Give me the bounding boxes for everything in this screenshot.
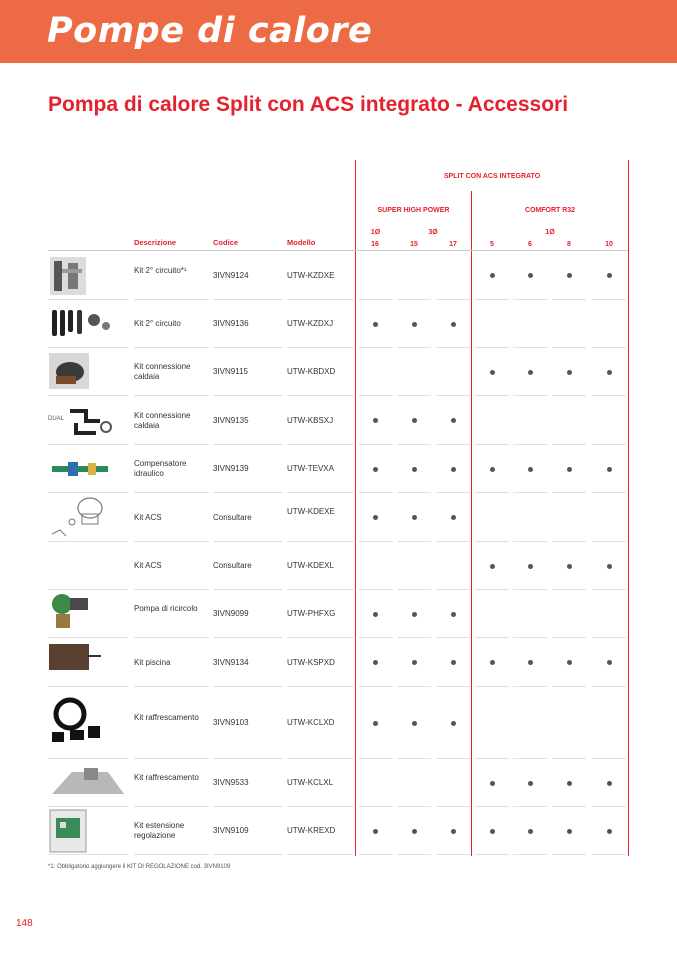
availability-dot — [528, 781, 533, 786]
row-separator — [436, 299, 470, 300]
availability-dot — [567, 781, 572, 786]
row-descrizione: Kit connessione caldaia — [134, 362, 191, 381]
row-separator — [436, 806, 470, 807]
availability-dot — [451, 418, 456, 423]
availability-dot — [567, 564, 572, 569]
row-descrizione: Kit connessione caldaia — [134, 410, 191, 430]
row-codice: Consultare — [213, 561, 252, 570]
row-separator — [359, 854, 393, 855]
subgroup-comfort-r32: COMFORT R32 — [524, 207, 576, 214]
page-title: Pompa di calore Split con ACS integrato - Accessori — [48, 93, 569, 116]
model-header: 8 — [567, 241, 571, 248]
availability-dot — [373, 829, 378, 834]
row-separator — [134, 492, 209, 493]
row-separator — [552, 299, 586, 300]
availability-dot — [490, 781, 495, 786]
row-separator — [359, 806, 393, 807]
availability-dot — [373, 721, 378, 726]
row-separator — [287, 686, 353, 687]
row-separator — [397, 637, 431, 638]
kit-raffrescamento-l-image — [48, 766, 128, 800]
row-separator — [397, 589, 431, 590]
row-separator — [436, 492, 470, 493]
availability-dot — [528, 564, 533, 569]
row-codice: 3IVN9115 — [213, 367, 248, 376]
availability-dot — [490, 660, 495, 665]
availability-dot — [567, 660, 572, 665]
row-codice: 3IVN9134 — [213, 657, 249, 667]
row-separator — [552, 854, 586, 855]
row-separator — [475, 395, 509, 396]
row-modello: UTW-PHFXG — [287, 609, 336, 618]
row-separator — [359, 589, 393, 590]
row-separator — [213, 395, 283, 396]
availability-dot — [607, 467, 612, 472]
row-descrizione: Kit estensione regolazione — [134, 821, 185, 840]
row-separator — [475, 589, 509, 590]
section-title: Pompe di calore — [47, 11, 373, 51]
availability-dot — [412, 660, 417, 665]
phase-label: 1Ø — [370, 229, 381, 236]
row-separator — [213, 347, 283, 348]
row-separator — [213, 758, 283, 759]
model-header: 16 — [371, 241, 379, 248]
row-separator — [134, 806, 209, 807]
row-separator — [552, 806, 586, 807]
compensatore-idraulico-image — [50, 458, 112, 480]
row-separator — [213, 444, 283, 445]
row-separator — [359, 492, 393, 493]
subgroup-super-high-power: SUPER HIGH POWER — [377, 207, 450, 214]
row-separator — [592, 758, 626, 759]
row-separator — [134, 444, 209, 445]
kit-raffrescamento-image — [46, 696, 106, 746]
row-codice: 3IVN9139 — [213, 464, 249, 473]
row-separator — [48, 806, 128, 807]
row-separator — [134, 347, 209, 348]
row-codice: 3IVN9135 — [213, 415, 249, 425]
availability-dot — [567, 273, 572, 278]
row-separator — [475, 492, 509, 493]
row-separator — [397, 444, 431, 445]
kit-connessione-caldaia-image — [48, 352, 90, 390]
row-separator — [287, 758, 353, 759]
row-separator — [592, 347, 626, 348]
row-separator — [513, 395, 547, 396]
row-separator — [287, 347, 353, 348]
row-separator — [552, 347, 586, 348]
row-modello: UTW-KCLXL — [287, 778, 334, 787]
row-modello: UTW-KBSXJ — [287, 415, 334, 425]
row-codice: 3IVN9533 — [213, 778, 249, 787]
row-separator — [592, 492, 626, 493]
row-separator — [359, 347, 393, 348]
row-separator — [48, 686, 128, 687]
availability-dot — [373, 515, 378, 520]
row-separator — [359, 758, 393, 759]
availability-dot — [373, 612, 378, 617]
row-modello: UTW-KZDXE — [287, 270, 335, 280]
row-modello: UTW-KDEXE — [287, 506, 335, 516]
availability-dot — [451, 660, 456, 665]
page-number: 148 — [16, 918, 33, 929]
row-separator — [287, 854, 353, 855]
row-separator — [134, 589, 209, 590]
row-separator — [552, 686, 586, 687]
pompa-di-ricircolo-image — [48, 590, 94, 630]
availability-dot — [451, 515, 456, 520]
footnote: *1: Obbligatorio aggiungere il KIT DI REGOLAZIONE cod. 3IVN9109 — [48, 864, 231, 870]
row-separator — [552, 492, 586, 493]
row-descrizione: Pompa di ricircolo — [134, 604, 198, 613]
row-separator — [397, 492, 431, 493]
row-separator — [287, 299, 353, 300]
row-separator — [48, 444, 128, 445]
row-separator — [513, 686, 547, 687]
availability-dot — [490, 467, 495, 472]
row-separator — [436, 541, 470, 542]
row-separator — [513, 541, 547, 542]
row-descrizione: Kit ACS — [134, 561, 162, 570]
kit-piscina-image — [48, 642, 102, 672]
row-separator — [397, 395, 431, 396]
row-separator — [592, 806, 626, 807]
row-separator — [287, 492, 353, 493]
row-codice: 3IVN9124 — [213, 270, 249, 280]
row-separator — [48, 395, 128, 396]
availability-dot — [607, 829, 612, 834]
row-separator — [592, 637, 626, 638]
row-separator — [48, 347, 128, 348]
row-separator — [475, 686, 509, 687]
row-separator — [592, 686, 626, 687]
row-separator — [552, 589, 586, 590]
row-separator — [287, 637, 353, 638]
row-codice: 3IVN9103 — [213, 718, 249, 727]
row-separator — [359, 637, 393, 638]
row-separator — [134, 854, 209, 855]
row-separator — [513, 806, 547, 807]
header-rule — [48, 250, 628, 251]
availability-dot — [607, 273, 612, 278]
availability-dot — [607, 370, 612, 375]
availability-dot — [412, 612, 417, 617]
row-codice: 3IVN9099 — [213, 609, 249, 618]
row-separator — [287, 444, 353, 445]
row-descrizione: Compensatore idraulico — [134, 459, 187, 478]
availability-dot — [451, 467, 456, 472]
row-modello: UTW-KBDXD — [287, 367, 336, 376]
row-separator — [48, 637, 128, 638]
row-descrizione: Kit raffrescamento — [134, 773, 199, 782]
row-separator — [475, 347, 509, 348]
group-header: SPLIT CON ACS INTEGRATO — [443, 173, 541, 180]
column-header-descrizione: Descrizione — [134, 238, 177, 247]
model-header: 15 — [410, 241, 418, 248]
availability-dot — [567, 370, 572, 375]
phase-label: 3Ø — [428, 229, 438, 236]
row-separator — [592, 589, 626, 590]
table-divider — [628, 160, 629, 856]
row-separator — [134, 637, 209, 638]
row-separator — [134, 541, 209, 542]
row-separator — [213, 541, 283, 542]
row-separator — [475, 758, 509, 759]
availability-dot — [607, 564, 612, 569]
availability-dot — [528, 660, 533, 665]
row-separator — [213, 854, 283, 855]
row-separator — [475, 444, 509, 445]
row-modello: UTW-KSPXD — [287, 657, 335, 667]
row-separator — [397, 806, 431, 807]
header-banner — [0, 0, 677, 63]
row-separator — [397, 347, 431, 348]
row-codice: Consultare — [213, 512, 252, 522]
row-separator — [592, 854, 626, 855]
row-separator — [513, 492, 547, 493]
row-separator — [513, 347, 547, 348]
row-separator — [287, 806, 353, 807]
row-separator — [48, 492, 128, 493]
row-modello: UTW-KDEXL — [287, 561, 334, 570]
row-separator — [513, 589, 547, 590]
row-separator — [213, 492, 283, 493]
row-separator — [552, 444, 586, 445]
row-modello: UTW-KZDXJ — [287, 319, 334, 328]
kit-2-circuito-image — [48, 255, 88, 297]
row-separator — [436, 686, 470, 687]
row-descrizione: Kit raffrescamento — [134, 713, 199, 722]
availability-dot — [528, 829, 533, 834]
row-separator — [552, 395, 586, 396]
row-separator — [513, 854, 547, 855]
row-separator — [436, 444, 470, 445]
row-separator — [48, 854, 128, 855]
availability-dot — [412, 515, 417, 520]
row-separator — [592, 395, 626, 396]
kit-2-circuito-pipes-image — [50, 306, 112, 338]
availability-dot — [528, 467, 533, 472]
row-descrizione: Kit 2° circuito — [134, 319, 181, 328]
row-separator — [359, 541, 393, 542]
row-separator — [397, 541, 431, 542]
row-separator — [436, 395, 470, 396]
availability-dot — [567, 467, 572, 472]
row-separator — [475, 299, 509, 300]
column-header-modello: Modello — [287, 238, 316, 247]
row-separator — [436, 758, 470, 759]
row-separator — [436, 854, 470, 855]
model-header: 10 — [605, 241, 613, 248]
row-codice: 3IVN9109 — [213, 826, 249, 835]
row-separator — [134, 395, 209, 396]
row-separator — [513, 637, 547, 638]
availability-dot — [451, 612, 456, 617]
availability-dot — [451, 322, 456, 327]
kit-connessione-caldaia-dual-image — [66, 403, 114, 437]
row-separator — [436, 347, 470, 348]
phase-label: 1Ø — [545, 229, 555, 236]
availability-dot — [451, 829, 456, 834]
row-separator — [513, 444, 547, 445]
row-separator — [552, 541, 586, 542]
row-separator — [359, 395, 393, 396]
availability-dot — [412, 467, 417, 472]
availability-dot — [373, 418, 378, 423]
availability-dot — [567, 829, 572, 834]
row-separator — [213, 637, 283, 638]
row-separator — [359, 299, 393, 300]
row-separator — [213, 299, 283, 300]
row-separator — [592, 444, 626, 445]
availability-dot — [412, 829, 417, 834]
column-header-codice: Codice — [213, 238, 239, 247]
row-separator — [397, 758, 431, 759]
availability-dot — [490, 829, 495, 834]
table-divider — [355, 160, 356, 856]
kit-acs-image — [46, 494, 110, 542]
table-divider — [471, 191, 472, 856]
row-separator — [552, 758, 586, 759]
availability-dot — [412, 418, 417, 423]
row-modello: UTW-KCLXD — [287, 718, 335, 727]
row-separator — [592, 541, 626, 542]
row-separator — [513, 758, 547, 759]
row-codice: 3IVN9136 — [213, 319, 249, 328]
row-separator — [287, 395, 353, 396]
row-separator — [397, 299, 431, 300]
kit-estensione-regolazione-image — [48, 808, 90, 854]
availability-dot — [373, 660, 378, 665]
availability-dot — [528, 370, 533, 375]
availability-dot — [490, 273, 495, 278]
row-separator — [513, 299, 547, 300]
row-separator — [475, 854, 509, 855]
row-separator — [359, 686, 393, 687]
availability-dot — [412, 322, 417, 327]
row-separator — [592, 299, 626, 300]
row-separator — [213, 589, 283, 590]
model-header: 5 — [490, 241, 494, 248]
row-descrizione: Kit ACS — [134, 512, 162, 522]
availability-dot — [451, 721, 456, 726]
availability-dot — [490, 564, 495, 569]
model-header: 6 — [528, 241, 532, 248]
row-separator — [134, 686, 209, 687]
row-separator — [213, 686, 283, 687]
row-separator — [397, 686, 431, 687]
availability-dot — [373, 322, 378, 327]
availability-dot — [607, 660, 612, 665]
availability-dot — [373, 467, 378, 472]
row-separator — [134, 758, 209, 759]
row-separator — [359, 444, 393, 445]
model-header: 17 — [449, 241, 457, 248]
row-separator — [134, 299, 209, 300]
row-separator — [287, 541, 353, 542]
availability-dot — [528, 273, 533, 278]
row-separator — [475, 637, 509, 638]
row-descrizione: Kit 2° circuito*¹ — [134, 265, 187, 275]
row-separator — [436, 589, 470, 590]
row-separator — [436, 637, 470, 638]
availability-dot — [607, 781, 612, 786]
row-separator — [287, 589, 353, 590]
row-separator — [213, 806, 283, 807]
row-modello: UTW-TEVXA — [287, 464, 334, 473]
row-descrizione: Kit piscina — [134, 657, 171, 667]
row-separator — [397, 854, 431, 855]
dual-label: DUAL — [48, 416, 65, 422]
row-modello: UTW-KREXD — [287, 826, 336, 835]
row-separator — [475, 806, 509, 807]
availability-dot — [490, 370, 495, 375]
row-separator — [48, 299, 128, 300]
availability-dot — [412, 721, 417, 726]
row-separator — [48, 758, 128, 759]
row-separator — [552, 637, 586, 638]
row-separator — [475, 541, 509, 542]
